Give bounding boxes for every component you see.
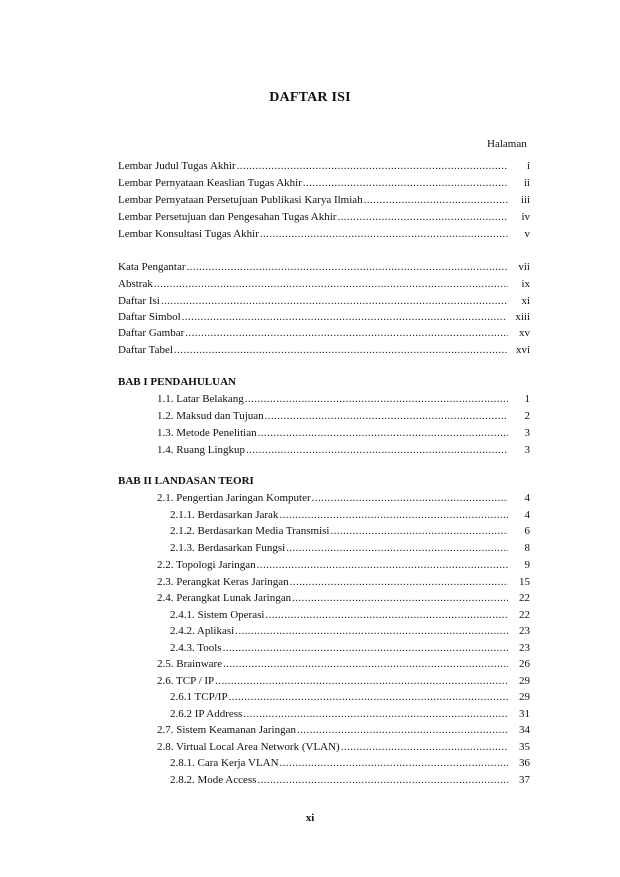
toc-entry-label: 2.4.3. Tools (170, 642, 222, 654)
toc-entry-page: 29 (519, 675, 530, 687)
toc-entry[interactable] (157, 739, 530, 755)
toc-entry-page: 35 (519, 741, 530, 753)
toc-entry-label: Lembar Konsultasi Tugas Akhir (118, 228, 259, 240)
toc-entry-page: 3 (524, 444, 530, 456)
toc-entry[interactable] (118, 192, 530, 208)
toc-entry[interactable] (118, 342, 530, 358)
toc-entry-label: Kata Pengantar (118, 261, 186, 273)
toc-entry-page: 6 (524, 525, 530, 537)
toc-entry-page: 23 (519, 625, 530, 637)
toc-entry-label: 2.5. Brainware (157, 658, 223, 670)
toc-entry[interactable] (170, 523, 530, 539)
page-column-header: Halaman (487, 138, 527, 150)
toc-entry-label: 2.6. TCP / IP (157, 675, 215, 687)
dot-leader (257, 772, 508, 788)
dot-leader (279, 507, 508, 523)
toc-entry-label: Lembar Pernyataan Persetujuan Publikasi Karya Ilmiah (118, 194, 363, 206)
dot-leader (235, 623, 508, 639)
toc-entry-page: 34 (519, 724, 530, 736)
toc-entry-page: 37 (519, 774, 530, 786)
toc-entry[interactable] (170, 706, 530, 722)
toc-entry[interactable] (157, 408, 530, 424)
toc-entry-label: 2.4.1. Sistem Operasi (170, 609, 265, 621)
toc-entry[interactable] (157, 574, 530, 590)
toc-entry-label: Daftar Gambar (118, 327, 185, 339)
toc-entry[interactable] (170, 607, 530, 623)
dot-leader (246, 442, 508, 458)
chapter-heading[interactable]: BAB I PENDAHULUAN (118, 376, 236, 388)
dot-leader (341, 739, 508, 755)
toc-entry[interactable] (157, 425, 530, 441)
toc-entry-label: 2.1.3. Berdasarkan Fungsi (170, 542, 286, 554)
toc-entry-label: Daftar Simbol (118, 311, 181, 323)
dot-leader (312, 490, 508, 506)
toc-entry[interactable] (157, 391, 530, 407)
toc-entry-label: 1.4. Ruang Lingkup (157, 444, 245, 456)
toc-entry[interactable] (157, 656, 530, 672)
toc-entry[interactable] (170, 772, 530, 788)
toc-entry-label: 2.1. Pengertian Jaringan Komputer (157, 492, 311, 504)
toc-entry-page: 23 (519, 642, 530, 654)
toc-entry[interactable] (157, 557, 530, 573)
toc-entry-label: 2.8. Virtual Local Area Network (VLAN) (157, 741, 340, 753)
dot-leader (161, 293, 508, 309)
toc-entry[interactable] (157, 442, 530, 458)
page-number: xi (305, 812, 315, 824)
dot-leader (223, 640, 508, 656)
toc-entry-label: 2.1.1. Berdasarkan Jarak (170, 509, 279, 521)
toc-entry-page: 3 (524, 427, 530, 439)
toc-entry-page: 8 (524, 542, 530, 554)
toc-entry-page: 1 (524, 393, 530, 405)
toc-entry[interactable] (118, 309, 530, 325)
toc-entry-page: 36 (519, 757, 530, 769)
toc-entry[interactable] (118, 325, 530, 341)
toc-entry-label: 2.3. Perangkat Keras Jaringan (157, 576, 289, 588)
dot-leader (182, 309, 508, 325)
toc-entry-page: xvi (515, 344, 530, 356)
dot-leader (265, 408, 508, 424)
toc-entry[interactable] (118, 158, 530, 174)
toc-entry-page: v (524, 228, 530, 240)
dot-leader (260, 226, 508, 242)
toc-entry-label: 2.1.2. Berdasarkan Media Transmisi (170, 525, 330, 537)
dot-leader (237, 158, 508, 174)
toc-entry-page: 4 (524, 492, 530, 504)
toc-entry-label: Daftar Tabel (118, 344, 173, 356)
toc-entry[interactable] (118, 175, 530, 191)
toc-entry-page: 29 (519, 691, 530, 703)
dot-leader (174, 342, 508, 358)
dot-leader (290, 574, 508, 590)
dot-leader (257, 557, 508, 573)
dot-leader (292, 590, 508, 606)
toc-entry-label: 2.2. Topologi Jaringan (157, 559, 256, 571)
toc-entry-label: 2.6.2 IP Address (170, 708, 243, 720)
toc-entry-label: 1.3. Metode Penelitian (157, 427, 257, 439)
toc-entry-page: 9 (524, 559, 530, 571)
toc-entry-page: xiii (515, 311, 530, 323)
toc-entry[interactable] (157, 490, 530, 506)
toc-entry-page: vii (518, 261, 530, 273)
toc-entry-label: Daftar Isi (118, 295, 160, 307)
toc-entry-page: i (526, 160, 530, 172)
toc-entry[interactable] (118, 276, 530, 292)
toc-entry-label: Lembar Persetujuan dan Pengesahan Tugas Akhir (118, 211, 337, 223)
toc-entry-page: 22 (519, 592, 530, 604)
dot-leader (243, 706, 508, 722)
toc-entry-page: 2 (524, 410, 530, 422)
toc-entry-page: xv (519, 327, 530, 339)
toc-entry-page: iv (521, 211, 530, 223)
toc-entry-page: iii (520, 194, 530, 206)
toc-entry[interactable] (170, 640, 530, 656)
dot-leader (337, 209, 508, 225)
toc-entry-label: Lembar Pernyataan Keaslian Tugas Akhir (118, 177, 302, 189)
toc-entry-label: 2.7. Sistem Keamanan Jaringan (157, 724, 296, 736)
toc-entry[interactable] (118, 293, 530, 309)
toc-entry[interactable] (118, 259, 530, 275)
dot-leader (364, 192, 508, 208)
dot-leader (215, 673, 508, 689)
toc-entry[interactable] (170, 755, 530, 771)
toc-entry-page: ii (523, 177, 530, 189)
toc-entry-label: 2.8.1. Cara Kerja VLAN (170, 757, 279, 769)
dot-leader (223, 656, 508, 672)
chapter-heading[interactable]: BAB II LANDASAN TEORI (118, 475, 254, 487)
dot-leader (154, 276, 508, 292)
toc-entry-page: 22 (519, 609, 530, 621)
dot-leader (185, 325, 508, 341)
toc-entry-label: 1.2. Maksud dan Tujuan (157, 410, 264, 422)
dot-leader (187, 259, 509, 275)
dot-leader (280, 755, 508, 771)
toc-entry[interactable] (170, 540, 530, 556)
page-title: DAFTAR ISI (269, 90, 351, 105)
toc-entry[interactable] (170, 507, 530, 523)
dot-leader (286, 540, 508, 556)
dot-leader (330, 523, 508, 539)
toc-entry-page: 4 (524, 509, 530, 521)
toc-entry-page: xi (521, 295, 530, 307)
toc-entry-label: 2.4.2. Aplikasi (170, 625, 235, 637)
toc-entry-label: Lembar Judul Tugas Akhir (118, 160, 236, 172)
toc-entry-page: ix (521, 278, 530, 290)
toc-entry[interactable] (170, 623, 530, 639)
toc-entry-label: 2.6.1 TCP/IP (170, 691, 228, 703)
toc-entry-label: Abstrak (118, 278, 153, 290)
toc-entry-label: 1.1. Latar Belakang (157, 393, 244, 405)
dot-leader (245, 391, 508, 407)
toc-entry-page: 15 (519, 576, 530, 588)
dot-leader (297, 722, 508, 738)
toc-entry[interactable] (157, 590, 530, 606)
dot-leader (258, 425, 508, 441)
toc-entry[interactable] (118, 226, 530, 242)
toc-entry-label: 2.4. Perangkat Lunak Jaringan (157, 592, 292, 604)
toc-entry-page: 26 (519, 658, 530, 670)
toc-entry[interactable] (118, 209, 530, 225)
toc-entry[interactable] (170, 689, 530, 705)
toc-entry[interactable] (157, 673, 530, 689)
dot-leader (303, 175, 508, 191)
toc-entry-page: 31 (519, 708, 530, 720)
dot-leader (229, 689, 508, 705)
toc-entry[interactable] (157, 722, 530, 738)
dot-leader (265, 607, 508, 623)
toc-entry-label: 2.8.2. Mode Access (170, 774, 257, 786)
